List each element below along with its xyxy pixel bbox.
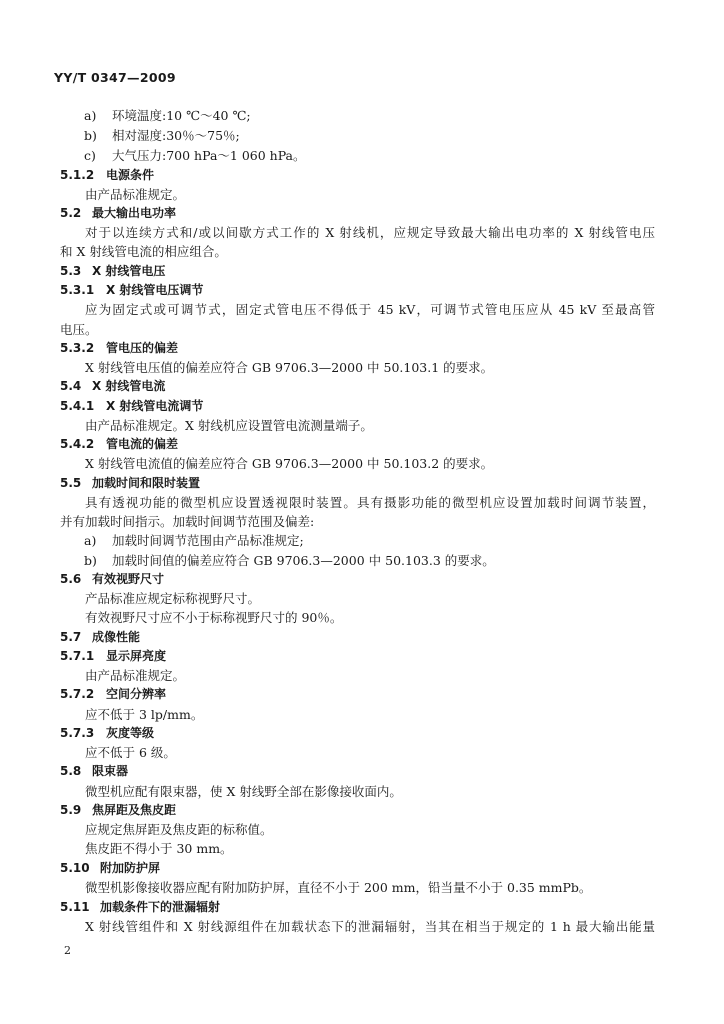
paragraph: X 射线管电流值的偏差应符合 GB 9706.3—2000 中 50.103.2 的要求。: [85, 456, 494, 471]
section-number: 5.7: [60, 630, 82, 644]
section-title: 加载条件下的泄漏辐射: [100, 900, 221, 914]
section-title: 成像性能: [92, 630, 141, 644]
paragraph: 有效视野尺寸应不小于标称视野尺寸的 90％。: [85, 610, 343, 625]
paragraph: 应不低于 6 级。: [85, 745, 176, 760]
standard-code-header: YY/T 0347—2009: [54, 70, 176, 85]
item-text: 加载时间调节范围由产品标准规定;: [112, 533, 304, 548]
item-label: a): [84, 533, 97, 548]
paragraph: 微型机影像接收器应配有附加防护屏，直径不小于 200 mm，铅当量不小于 0.35 mmPb。: [85, 880, 592, 895]
section-number: 5.4.1: [60, 399, 95, 413]
section-number: 5.4.2: [60, 437, 95, 451]
section-number: 5.8: [60, 764, 82, 778]
section-title: X 射线管电流调节: [106, 399, 204, 413]
paragraph: 具有透视功能的微型机应设置透视限时装置。具有摄影功能的微型机应设置加载时间调节装置，: [85, 495, 655, 510]
item-label: b): [84, 553, 97, 568]
section-number: 5.7.1: [60, 649, 95, 663]
paragraph: 焦皮距不得小于 30 mm。: [85, 841, 233, 856]
paragraph: X 射线管电压值的偏差应符合 GB 9706.3—2000 中 50.103.1 的要求。: [85, 360, 494, 375]
paragraph: 对于以连续方式和/或以间歇方式工作的 X 射线机，应规定导致最大输出电功率的 X 射线管电压: [85, 225, 655, 240]
paragraph: 由产品标准规定。X 射线机应设置管电流测量端子。: [85, 418, 373, 433]
section-title: 管电流的偏差: [106, 437, 179, 451]
page-number: 2: [64, 944, 71, 957]
paragraph: 产品标准应规定标称视野尺寸。: [85, 591, 261, 606]
item-text: 大气压力:700 hPa～1 060 hPa。: [112, 148, 306, 163]
section-number: 5.3.1: [60, 283, 95, 297]
section-number: 5.5: [60, 476, 82, 490]
section-title: X 射线管电压: [92, 264, 166, 278]
item-text: 加载时间值的偏差应符合 GB 9706.3—2000 中 50.103.3 的要求。: [112, 553, 495, 568]
section-title: X 射线管电流: [92, 379, 166, 393]
section-number: 5.1.2: [60, 168, 95, 182]
paragraph: 应不低于 3 lp/mm。: [85, 707, 204, 722]
section-title: X 射线管电压调节: [106, 283, 204, 297]
section-title: 加载时间和限时装置: [92, 476, 201, 490]
section-number: 5.3.2: [60, 341, 95, 355]
paragraph: 由产品标准规定。: [85, 668, 186, 683]
section-number: 5.9: [60, 803, 82, 817]
item-text: 环境温度:10 ℃～40 ℃;: [112, 108, 251, 123]
section-number: 5.4: [60, 379, 82, 393]
section-title: 电源条件: [106, 168, 155, 182]
section-number: 5.7.2: [60, 687, 95, 701]
section-number: 5.10: [60, 861, 90, 875]
paragraph-continuation: 并有加载时间指示。加载时间调节范围及偏差:: [60, 514, 315, 529]
section-number: 5.6: [60, 572, 82, 586]
section-number: 5.2: [60, 206, 82, 220]
section-title: 附加防护屏: [100, 861, 161, 875]
section-title: 显示屏亮度: [106, 649, 167, 663]
section-number: 5.11: [60, 900, 90, 914]
item-label: a): [84, 108, 97, 123]
paragraph: 由产品标准规定。: [85, 187, 186, 202]
paragraph: 应规定焦屏距及焦皮距的标称值。: [85, 822, 273, 837]
paragraph-continuation: 和 X 射线管电流的相应组合。: [60, 244, 227, 259]
paragraph-continuation: 电压。: [60, 322, 98, 337]
section-title: 最大输出电功率: [92, 206, 177, 220]
paragraph: 应为固定式或可调节式，固定式管电压不得低于 45 kV，可调节式管电压应从 45 kV 至最高管: [85, 302, 655, 317]
paragraph: 微型机应配有限束器，使 X 射线野全部在影像接收面内。: [85, 784, 402, 799]
section-title: 焦屏距及焦皮距: [92, 803, 177, 817]
item-label: c): [84, 148, 96, 163]
item-label: b): [84, 128, 97, 143]
section-title: 管电压的偏差: [106, 341, 179, 355]
paragraph: X 射线管组件和 X 射线源组件在加载状态下的泄漏辐射，当其在相当于规定的 1 h 最大输出能量: [85, 919, 655, 934]
section-title: 灰度等级: [106, 726, 155, 740]
section-title: 空间分辨率: [106, 687, 167, 701]
section-number: 5.3: [60, 264, 82, 278]
section-number: 5.7.3: [60, 726, 95, 740]
section-title: 有效视野尺寸: [92, 572, 165, 586]
section-title: 限束器: [92, 764, 129, 778]
item-text: 相对湿度:30％～75％;: [112, 128, 240, 143]
